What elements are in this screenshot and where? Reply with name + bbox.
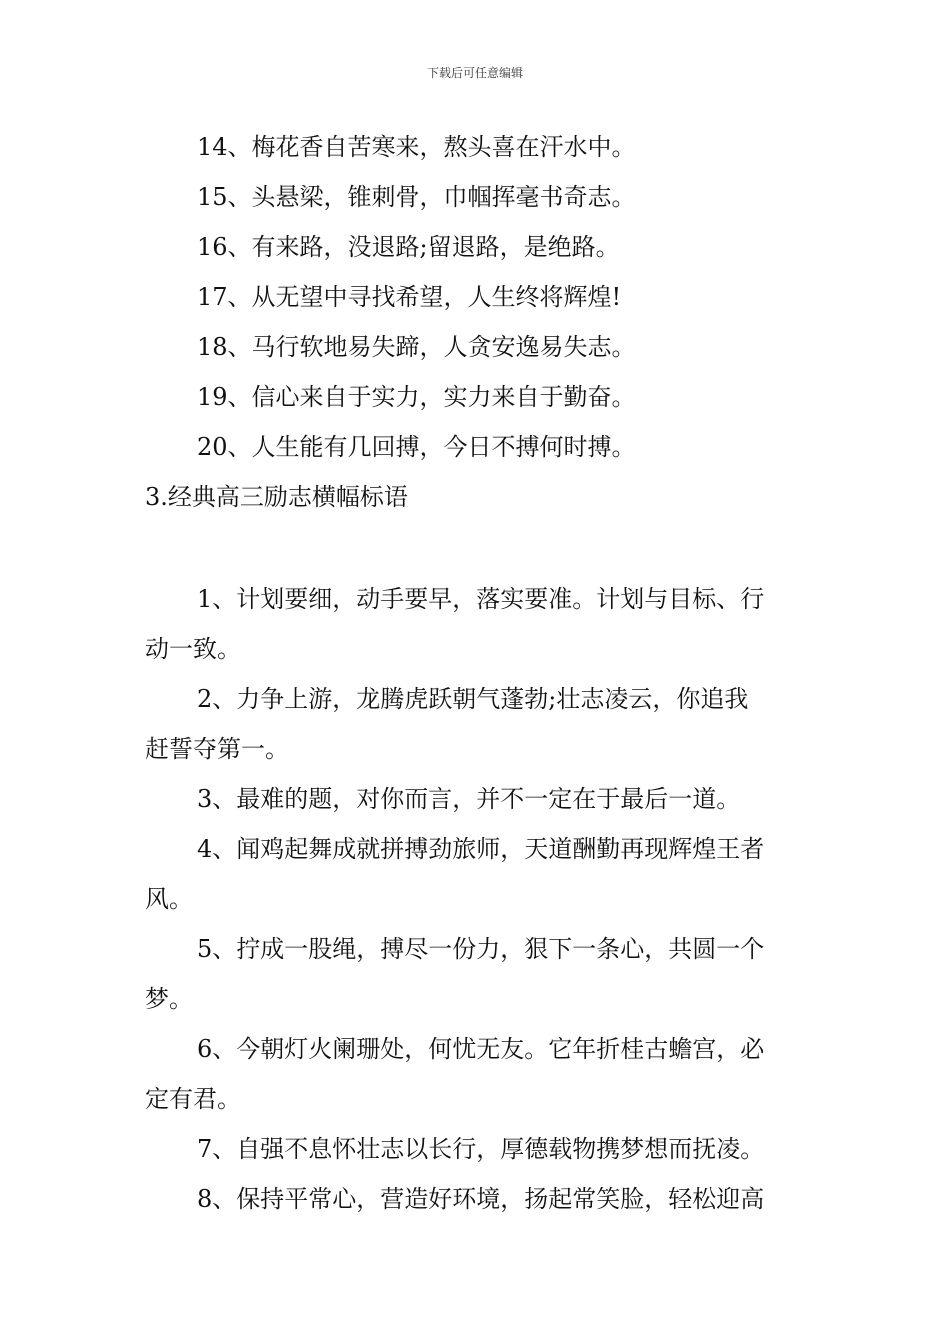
list-item-continuation: 定有君。 xyxy=(145,1085,241,1113)
list-item: 18、马行软地易失蹄，人贪安逸易失志。 xyxy=(197,333,636,361)
list-item-continuation: 梦。 xyxy=(145,985,193,1013)
list-item: 4、闻鸡起舞成就拼搏劲旅师，天道酬勤再现辉煌王者 xyxy=(197,835,765,863)
section-spacer xyxy=(145,522,807,574)
list-item: 20、人生能有几回搏，今日不搏何时搏。 xyxy=(197,433,636,461)
list-item: 6、今朝灯火阑珊处，何忧无友。它年折桂古蟾宫，必 xyxy=(197,1035,765,1063)
document-body xyxy=(145,122,807,1224)
list-item-continuation: 动一致。 xyxy=(145,635,241,663)
list-item-continuation: 风。 xyxy=(145,885,193,913)
list-item: 1、计划要细，动手要早，落实要准。计划与目标、行 xyxy=(197,585,765,613)
list-item: 16、有来路，没退路;留退路，是绝路。 xyxy=(197,233,620,261)
list-item: 7、自强不息怀壮志以长行，厚德载物携梦想而抚凌。 xyxy=(197,1135,765,1163)
page-header: 下载后可任意编辑 xyxy=(426,66,523,80)
list-item: 2、力争上游，龙腾虎跃朝气蓬勃;壮志凌云，你追我 xyxy=(197,685,749,713)
list-item: 3、最难的题，对你而言，并不一定在于最后一道。 xyxy=(197,785,741,813)
list-item: 5、拧成一股绳，搏尽一份力，狠下一条心，共圆一个 xyxy=(197,935,765,963)
list-item: 17、从无望中寻找希望，人生终将辉煌! xyxy=(197,283,622,311)
list-item-continuation: 赶誓夺第一。 xyxy=(145,735,289,763)
slogan-list-section-3 xyxy=(145,574,807,1224)
list-item: 19、信心来自于实力，实力来自于勤奋。 xyxy=(197,383,636,411)
list-item: 15、头悬梁，锥刺骨，巾帼挥毫书奇志。 xyxy=(197,183,636,211)
section-heading: 3.经典高三励志横幅标语 xyxy=(145,483,408,511)
list-item: 8、保持平常心，营造好环境，扬起常笑脸，轻松迎高 xyxy=(197,1185,765,1213)
slogan-list-section-2 xyxy=(145,122,807,472)
list-item: 14、梅花香自苦寒来，熬头喜在汗水中。 xyxy=(197,133,636,161)
